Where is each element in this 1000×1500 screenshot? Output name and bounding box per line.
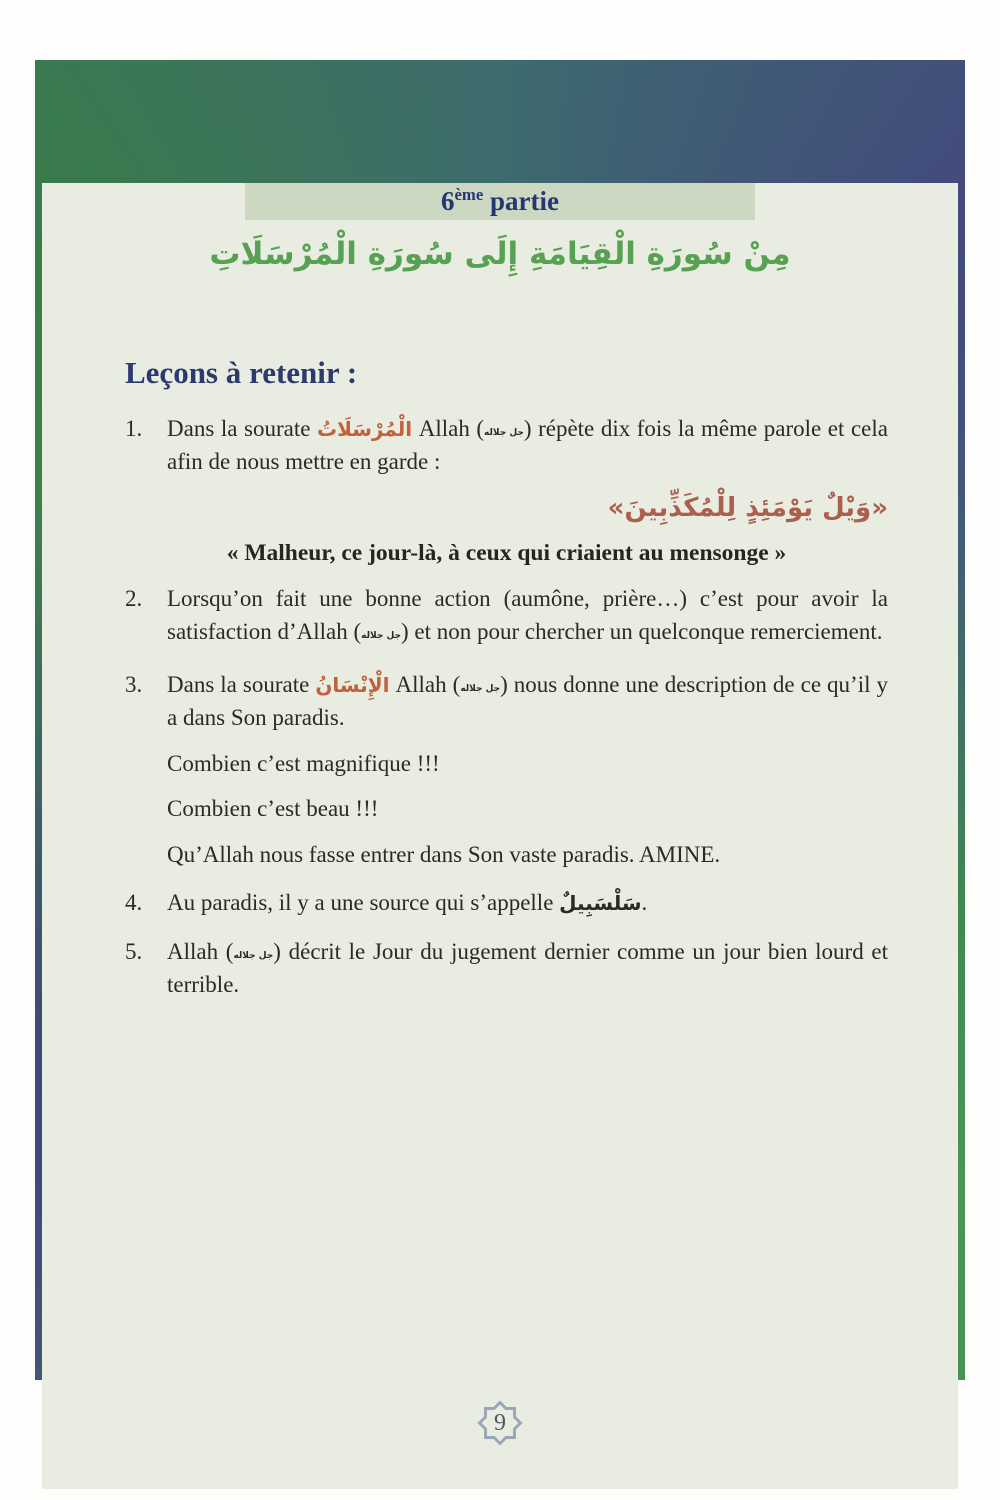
allah-honorific-glyph: جل جلاله	[233, 951, 274, 962]
page-surface	[42, 183, 958, 1489]
lesson-text	[167, 936, 888, 1002]
dua-line-amine: Qu’Allah nous fasse entrer dans Son vaste paradis. AMINE.	[167, 842, 721, 868]
lesson-item-4	[125, 887, 888, 920]
quran-quote-arabic: «وَيْلٌ يَوْمَئِذٍ لِلْمُكَذِّبِينَ»	[607, 493, 888, 524]
page-number-ornament	[471, 1394, 529, 1452]
text-segment: .	[641, 890, 648, 916]
text-segment: ) répète dix fois la même parole et cela afin de nous mettre en garde :	[167, 415, 888, 474]
lesson-text	[167, 583, 888, 649]
page-content	[42, 355, 958, 1002]
text-segment: Allah (	[389, 671, 461, 697]
part-word: partie	[490, 186, 560, 216]
section-heading: Leçons à retenir :	[125, 354, 358, 390]
text-segment: ) décrit le Jour du jugement dernier comme un jour bien lourd et terrible.	[167, 939, 888, 997]
arabic-word-al-insan: الْإِنْسَانُ	[315, 672, 390, 697]
text-segment: Allah (	[167, 939, 234, 965]
lesson-item-5	[125, 936, 888, 1002]
text-segment: ) et non pour chercher un quelconque remerciement.	[400, 618, 883, 644]
text-segment: Allah (	[412, 415, 485, 441]
lesson-number: 2.	[125, 586, 143, 612]
text-segment: Dans la sourate	[167, 671, 316, 697]
lesson-item-3	[125, 669, 888, 735]
allah-honorific-glyph: جل جلاله	[361, 630, 401, 641]
lesson-number: 5.	[125, 939, 143, 965]
page-border	[35, 60, 965, 1380]
lesson-item-2	[125, 583, 888, 649]
text-segment: Au paradis, il y a une source qui s’appelle	[167, 890, 560, 916]
lesson-text	[167, 887, 888, 920]
lesson-number: 1.	[125, 415, 143, 441]
lesson-text	[167, 669, 888, 735]
lesson-number: 3.	[125, 671, 143, 697]
lesson-text	[167, 413, 888, 479]
part-number: 6	[440, 186, 455, 216]
arabic-word-al-mursalat: الْمُرْسَلَاتُ	[316, 416, 413, 441]
allah-honorific-glyph: جل جلاله	[484, 427, 524, 438]
page-number: 9	[494, 1409, 506, 1436]
lesson-number: 4.	[125, 890, 143, 916]
text-segment: Lorsqu’on fait une bonne action (aumône, prière…) c’est pour avoir la satisfaction d’Allah (	[167, 586, 888, 644]
text-segment: Dans la sourate	[167, 415, 317, 441]
surah-range-title: مِنْ سُورَةِ الْقِيَامَةِ إِلَى سُورَةِ الْمُرْسَلَاتِ	[209, 236, 791, 272]
lesson-item-1	[125, 413, 888, 479]
text-segment: ) nous donne une description de ce qu’il y a dans Son paradis.	[167, 671, 888, 730]
allah-honorific-glyph: جل جلاله	[460, 683, 501, 694]
exclamation-line-magnifique: Combien c’est magnifique !!!	[167, 750, 440, 776]
exclamation-line-beau: Combien c’est beau !!!	[167, 796, 379, 822]
part-ordinal-suffix: ème	[454, 185, 484, 204]
arabic-word-salsabil: سَلْسَبِيلٌ	[559, 891, 642, 916]
quran-quote-translation: « Malheur, ce jour-là, à ceux qui criaient au mensonge »	[226, 540, 787, 567]
part-banner	[245, 183, 755, 220]
